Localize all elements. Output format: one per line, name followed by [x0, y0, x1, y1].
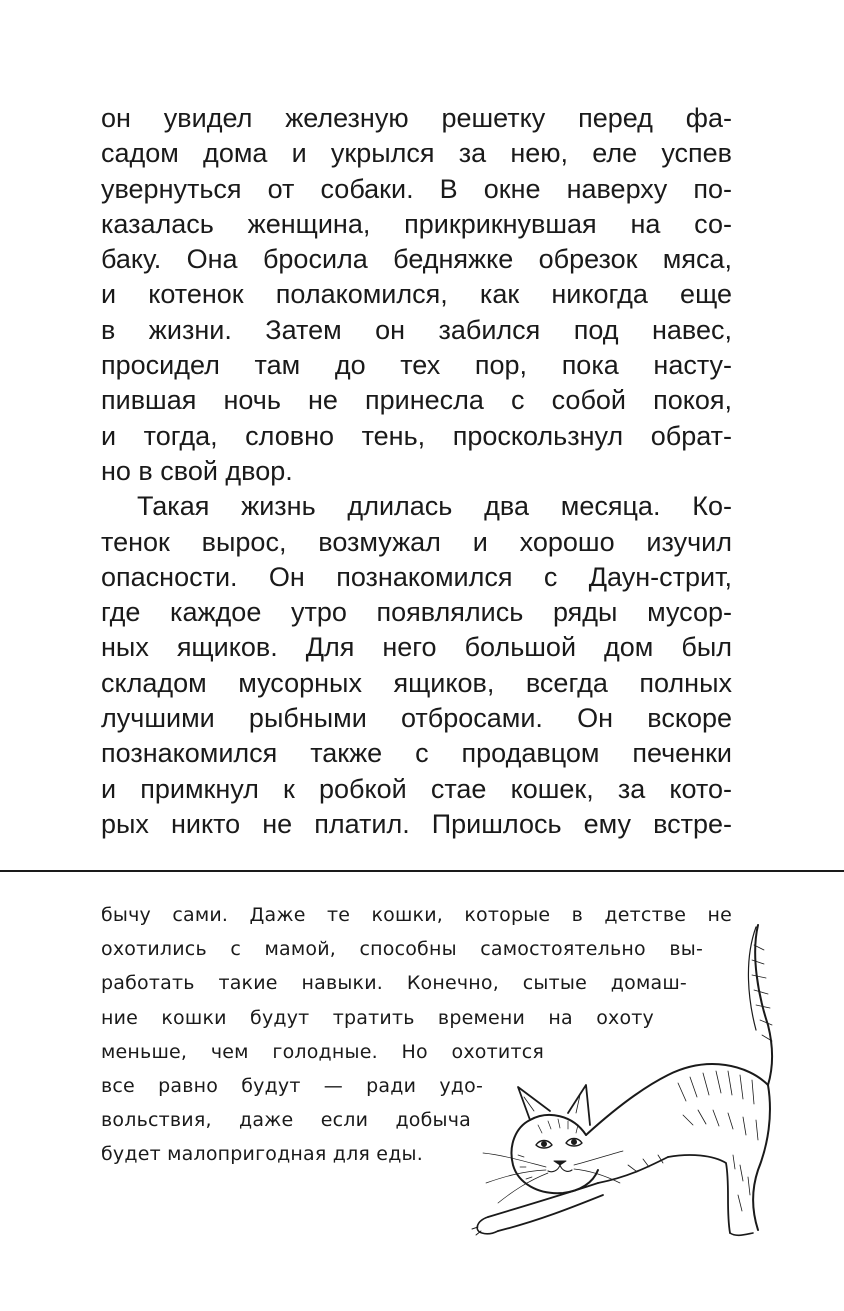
text-line: рых никто не платил. Пришлось ему встре- — [101, 808, 732, 839]
stretching-kitten-illustration — [468, 915, 828, 1260]
text-line: и примкнул к робкой стае кошек, за кото- — [101, 773, 732, 804]
sidebar-text-line: работать такие навыки. Конечно, сытые домаш- — [101, 972, 687, 995]
sidebar-text-line: меньше, чем голодные. Но охотится — [101, 1040, 544, 1063]
sidebar-text-line: ние кошки будут тратить времени на охоту — [101, 1006, 654, 1029]
text-line: лучшими рыбными отбросами. Он вскоре — [101, 703, 732, 734]
text-line: опасности. Он познакомился с Даун-стрит, — [101, 561, 732, 592]
text-line: складом мусорных ящиков, всегда полных — [101, 667, 732, 698]
sidebar-text-line: охотились с мамой, способны самостоятельно вы- — [101, 938, 703, 961]
text-line: баку. Она бросила бедняжке обрезок мяса, — [101, 244, 732, 275]
text-line: пившая ночь не принесла с собой покоя, — [101, 385, 732, 416]
sidebar-text-line: бычу сами. Даже те кошки, которые в детстве не — [101, 904, 732, 926]
sidebar-text-line: все равно будут — ради удо- — [101, 1074, 483, 1097]
text-line: в жизни. Затем он забился под навес, — [101, 314, 732, 345]
text-line: но в свой двор. — [101, 455, 293, 486]
text-line: садом дома и укрылся за нею, еле успев — [101, 138, 732, 169]
text-line: казалась женщина, прикрикнувшая на со- — [101, 208, 732, 239]
sidebar-text-line: будет малопригодная для еды. — [101, 1143, 423, 1166]
main-text-block — [101, 101, 732, 842]
text-line: где каждое утро появлялись ряды мусор- — [101, 597, 732, 628]
section-divider — [0, 870, 844, 872]
text-line: он увидел железную решетку перед фа- — [101, 103, 732, 133]
text-line: увернуться от собаки. В окне наверху по- — [101, 173, 732, 204]
text-line: ных ящиков. Для него большой дом был — [101, 632, 732, 663]
text-line: тенок вырос, возмужал и хорошо изучил — [101, 526, 732, 557]
text-line: и котенок полакомился, как никогда еще — [101, 279, 732, 310]
text-line: Такая жизнь длилась два месяца. Ко- — [137, 491, 732, 522]
text-line: и тогда, словно тень, проскользнул обрат- — [101, 420, 732, 451]
text-line: познакомился также с продавцом печенки — [101, 738, 732, 769]
sidebar-text-line: вольствия, даже если добыча — [101, 1109, 471, 1132]
text-line: просидел там до тех пор, пока насту- — [101, 350, 732, 381]
